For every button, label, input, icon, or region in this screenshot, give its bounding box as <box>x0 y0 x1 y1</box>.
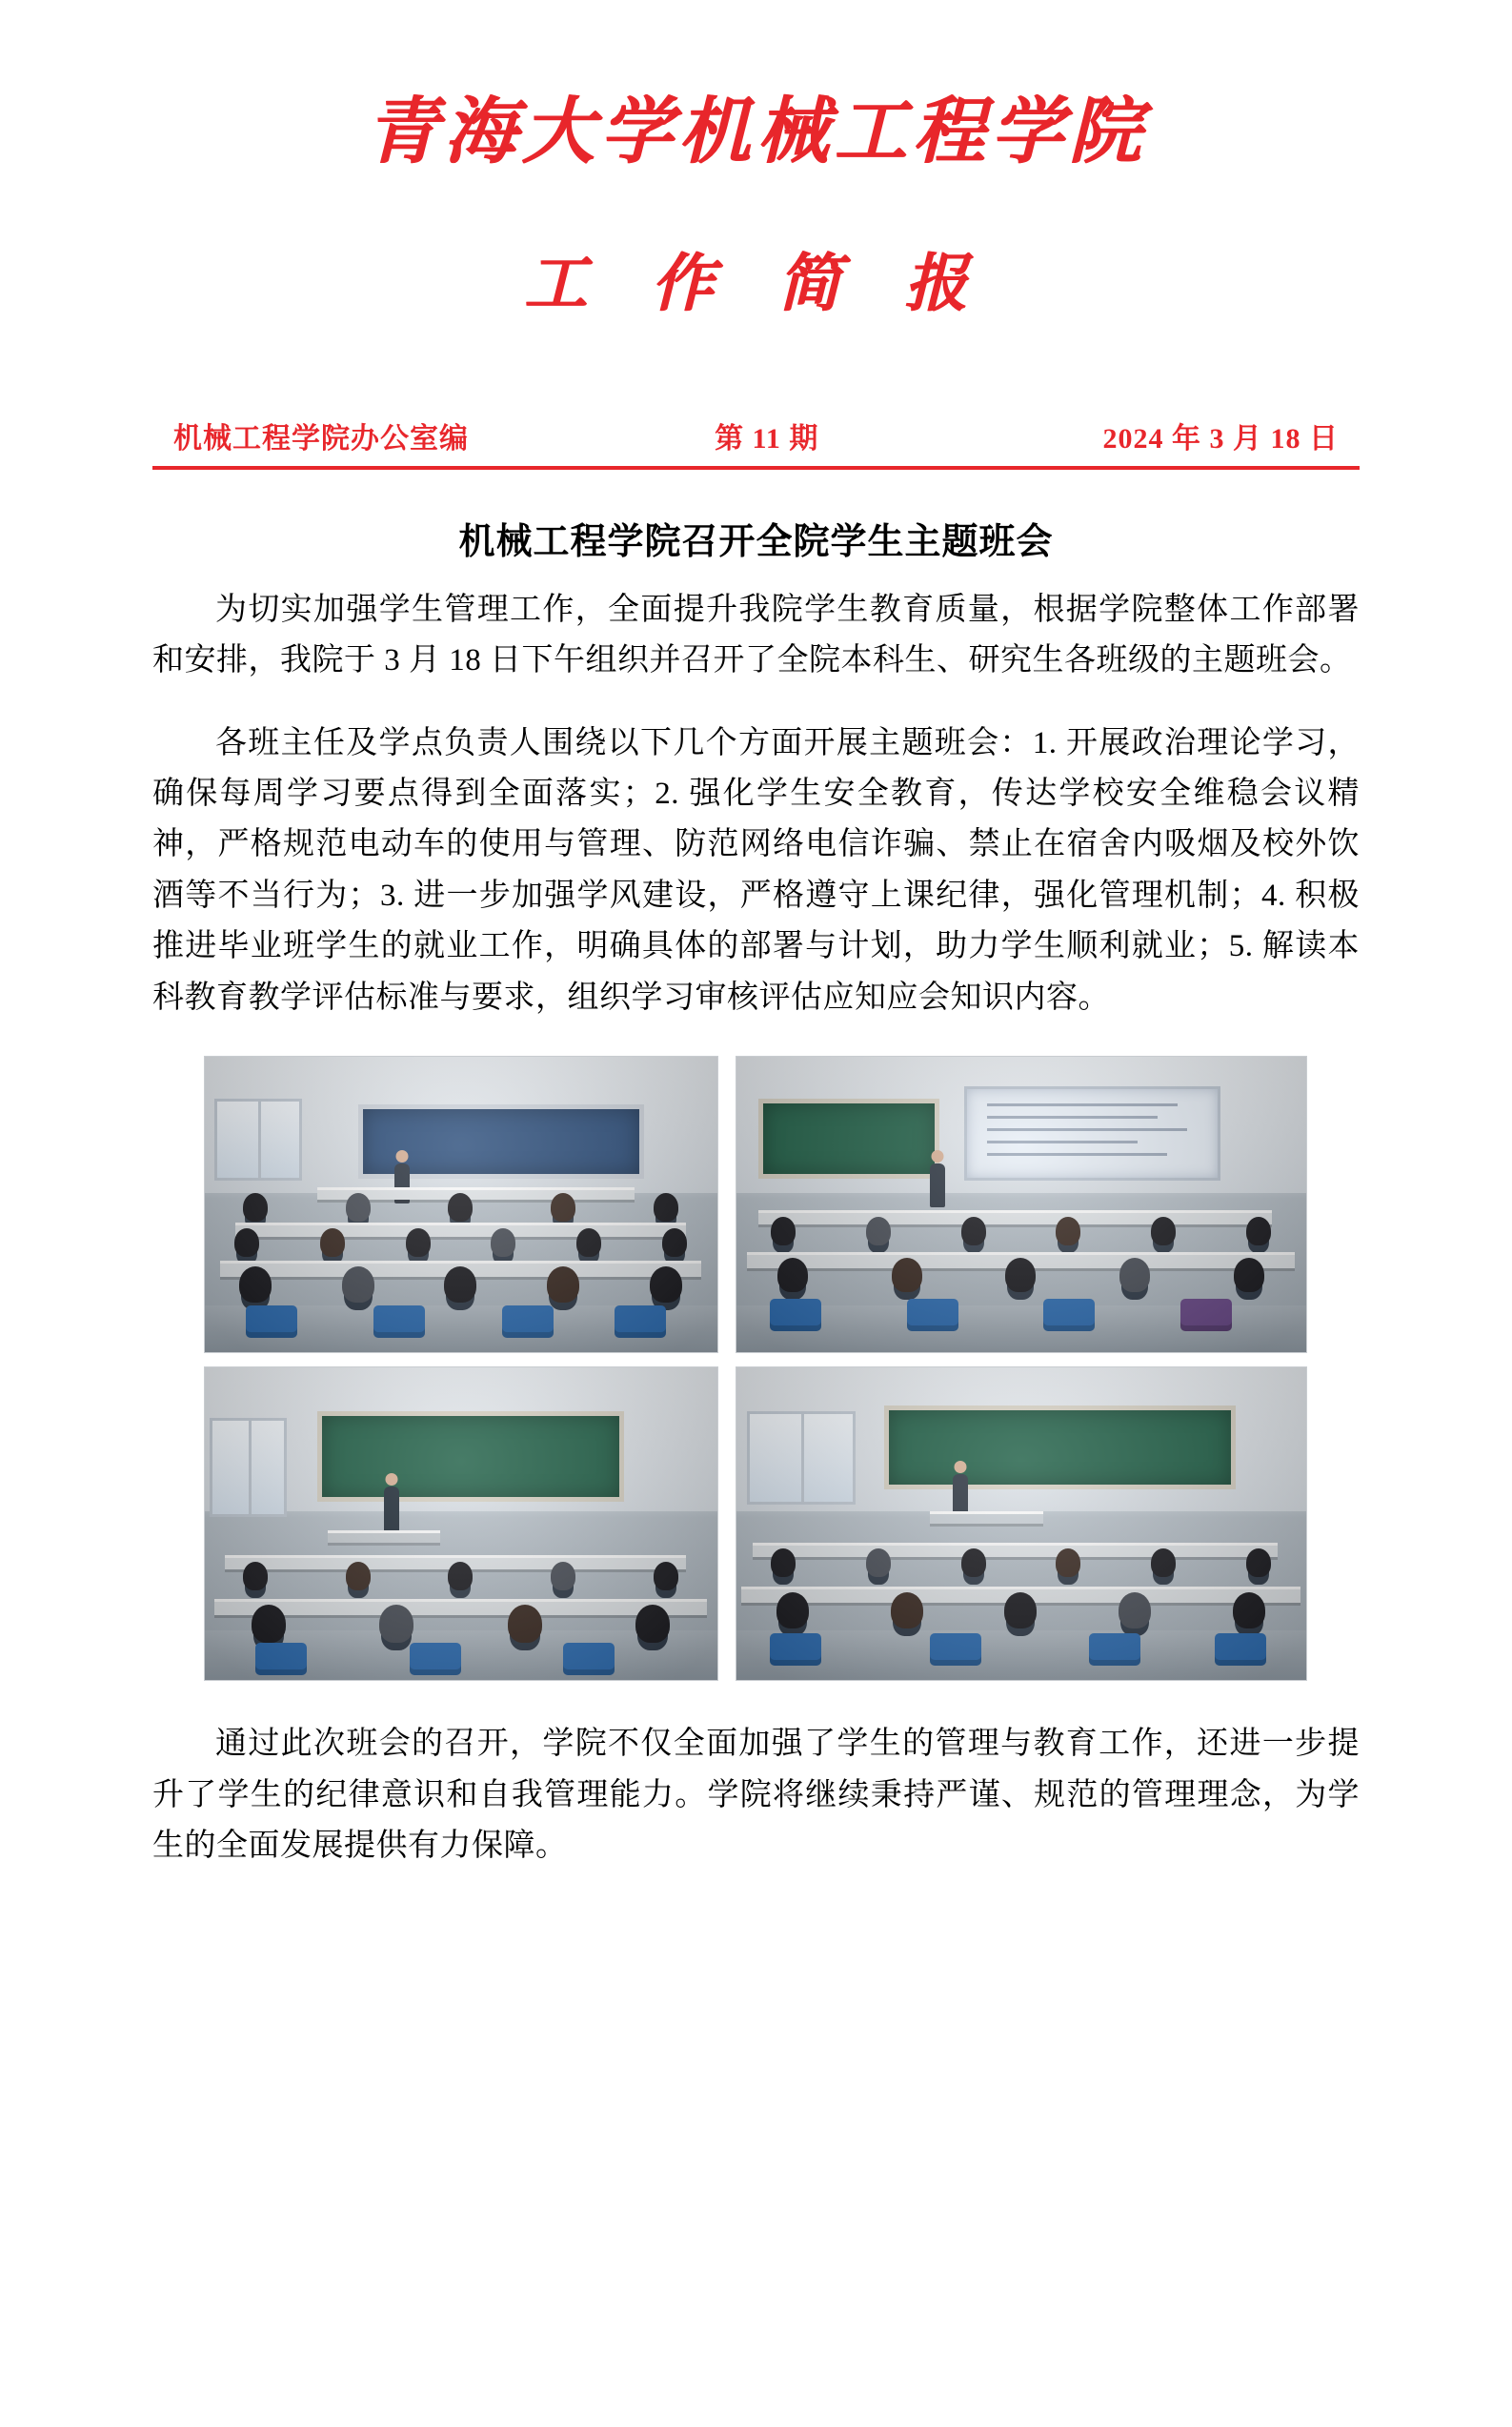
classroom-photo-bottom-left <box>204 1366 718 1681</box>
masthead-title: 青海大学机械工程学院 <box>365 89 1147 173</box>
header-divider <box>152 466 1360 470</box>
masthead-subtitle: 工 作 简 报 <box>524 245 988 320</box>
issue-date: 2024 年 3 月 18 日 <box>1102 422 1339 455</box>
issue-editor: 机械工程学院办公室编 <box>173 422 469 455</box>
article-paragraph-1: 为切实加强学生管理工作，全面提升我院学生教育质量，根据学院整体工作部署和安排，我院于 3 月 18 日下午组织并召开了全院本科生、研究生各班级的主题班会。 <box>152 592 1360 678</box>
article-title: 机械工程学院召开全院学生主题班会 <box>458 518 1054 562</box>
classroom-photo-top-left <box>204 1056 718 1353</box>
classroom-photo-bottom-right <box>736 1366 1307 1681</box>
issue-info-line <box>152 415 1360 466</box>
article-paragraph-3: 通过此次班会的召开，学院不仅全面加强了学生的管理与教育工作，还进一步提升了学生的纪律意识和自我管理能力。学院将继续秉持严谨、规范的管理理念，为学生的全面发展提供有力保障。 <box>152 1727 1360 1864</box>
photo-grid <box>204 1056 1309 1681</box>
classroom-photo-top-right <box>736 1056 1307 1353</box>
issue-number: 第 11 期 <box>715 422 819 455</box>
masthead <box>152 0 1360 323</box>
article-paragraph-2: 各班主任及学点负责人围绕以下几个方面开展主题班会：1. 开展政治理论学习，确保每周学习要点得到全面落实；2. 强化学生安全教育，传达学校安全维稳会议精神，严格规范电动车的使用与管理、防范网络电信诈骗、禁止在宿舍内吸烟及校外饮酒等不当行为；3. 进一步加强学风建设，严格遵守上课纪律，强化管理机制；4. 积极推进毕业班学生的就业工作，明确具体的部署与计划，助力学生顺利就业；5. 解读本科教育教学评估标准与要求，组织学习审核评估应知应会知识内容。 <box>152 725 1360 1015</box>
